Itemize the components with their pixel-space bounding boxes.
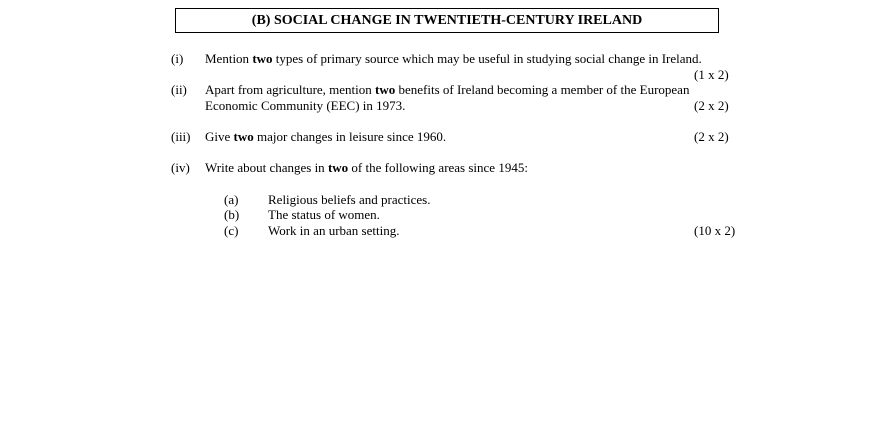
subitem-text: The status of women.: [268, 207, 380, 222]
question-number: (iv): [171, 160, 190, 175]
question-number: (iii): [171, 129, 191, 144]
subitem-text: Work in an urban setting.: [268, 223, 400, 238]
section-title-box: [175, 8, 719, 33]
section-title: (B) SOCIAL CHANGE IN TWENTIETH-CENTURY IRELAND: [251, 12, 643, 28]
question-text: Mention two types of primary source which may be useful in studying social change in Ireland.: [205, 51, 702, 66]
question-marks: (2 x 2): [694, 98, 729, 113]
question-text: Give two major changes in leisure since 1960.: [205, 129, 447, 144]
subitem-label: (c): [224, 223, 239, 238]
question-number: (i): [171, 51, 184, 66]
question-text: Apart from agriculture, mention two benefits of Ireland becoming a member of the European: [205, 82, 690, 97]
question-number: (ii): [171, 82, 187, 97]
question-marks: (10 x 2): [694, 223, 736, 238]
question-marks: (2 x 2): [694, 129, 729, 144]
question-text: Write about changes in two of the following areas since 1945:: [205, 160, 528, 175]
subitem-label: (a): [224, 192, 239, 207]
question-marks: (1 x 2): [694, 67, 729, 82]
question-text-line2: Economic Community (EEC) in 1973.: [205, 98, 406, 113]
subitem-label: (b): [224, 207, 240, 222]
subitem-text: Religious beliefs and practices.: [268, 192, 431, 207]
